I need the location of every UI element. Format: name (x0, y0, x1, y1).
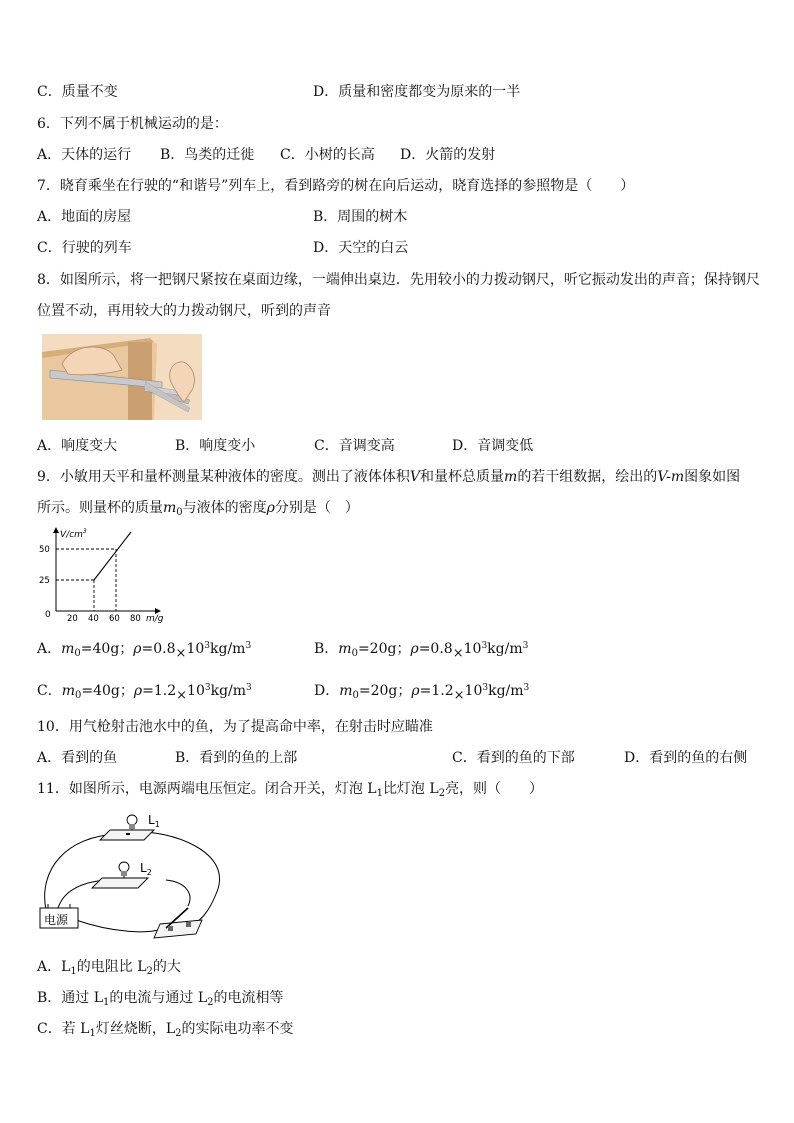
y-tick-50: 50 (39, 545, 50, 555)
y-tick-25: 25 (39, 576, 50, 586)
option-7a: A．地面的房屋 (37, 209, 132, 225)
option-10d: D．看到的鱼的右侧 (624, 750, 748, 766)
x-tick-20: 20 (67, 614, 78, 624)
x-tick-60: 60 (109, 614, 120, 624)
lamp-l1-label: $L_1$ (148, 813, 160, 829)
graph-y-label: $V/cm^3$ (60, 528, 87, 540)
x-tick-80: 80 (130, 614, 141, 624)
option-11a: A．$L_1$的电阻比 $L_2$的大 (37, 959, 181, 977)
graph-x-label: m/g (146, 614, 164, 624)
option-7d: D．天空的白云 (313, 240, 409, 256)
option-6b: B．鸟类的迁徙 (160, 147, 255, 163)
option-7b: B．周围的树木 (313, 209, 408, 225)
ruler-table-figure (42, 334, 202, 420)
option-5c: C．质量不变 (37, 84, 118, 100)
option-11c: C．若 $L_1$灯丝烧断，$L_2$的实际电功率不变 (37, 1021, 294, 1039)
option-6a: A．天体的运行 (37, 147, 132, 163)
question-11-stem: 11．如图所示，电源两端电压恒定。闭合开关，灯泡 $L_1$比灯泡 $L_2$亮，则（ ） (37, 781, 544, 799)
question-9-stem-line1: 9．小敏用天平和量杯测量某种液体的密度。测出了液体体积V和量杯总质量m的若干组数据，绘出的V-m图象如图 (37, 469, 741, 485)
question-7-stem: 7．晓育乘坐在行驶的“和谐号”列车上，看到路旁的树在向后运动，晓育选择的参照物是（ ） (37, 178, 635, 194)
option-11b: B．通过 $L_1$的电流与通过 $L_2$的电流相等 (37, 990, 284, 1008)
question-8-stem-line2: 位置不动，再用较大的力拨动钢尺，听到的声音 (37, 303, 331, 319)
power-source-label: 电源 (44, 913, 69, 927)
option-8d: D．音调变低 (452, 438, 534, 454)
option-7c: C．行驶的列车 (37, 240, 132, 256)
lamp-l2-label: $L_2$ (140, 861, 152, 877)
option-8c: C．音调变高 (314, 438, 395, 454)
question-9-stem-line2: 所示。则量杯的质量$m_0$与液体的密度ρ分别是（ ） (37, 500, 359, 518)
option-8b: B．响度变小 (175, 438, 256, 454)
option-9c: C．$m_0=40g$；$\rho=1.2\times 10^3kg/m^3$ (37, 683, 252, 703)
option-6c: C．小树的长高 (280, 147, 375, 163)
option-5d: D．质量和密度都变为原来的一半 (313, 84, 521, 100)
option-8a: A．响度变大 (37, 438, 118, 454)
graph-origin: 0 (45, 610, 51, 620)
option-9d: D．$m_0=20g$；$\rho=1.2\times 10^3kg/m^3$ (314, 683, 530, 703)
graph-line (94, 532, 131, 580)
question-10-stem: 10．用气枪射击池水中的鱼，为了提高命中率，在射击时应瞄准 (37, 719, 433, 735)
option-10c: C．看到的鱼的下部 (452, 750, 575, 766)
circuit-figure (36, 810, 242, 944)
option-10a: A．看到的鱼 (37, 750, 118, 766)
v-m-graph (30, 525, 166, 625)
option-9a: A．$m_0=40g$；$\rho=0.8\times 10^3kg/m^3$ (37, 641, 252, 661)
option-6d: D．火箭的发射 (400, 147, 496, 163)
x-tick-40: 40 (88, 614, 99, 624)
option-9b: B．$m_0=20g$；$\rho=0.8\times 10^3kg/m^3$ (314, 641, 529, 661)
option-10b: B．看到的鱼的上部 (175, 750, 298, 766)
question-8-stem-line1: 8．如图所示，将一把钢尺紧按在桌面边缘，一端伸出桌边．先用较小的力拨动钢尺，听它振动发出的声音；保持钢尺 (37, 272, 760, 288)
question-6-stem: 6．下列不属于机械运动的是： (37, 116, 228, 132)
